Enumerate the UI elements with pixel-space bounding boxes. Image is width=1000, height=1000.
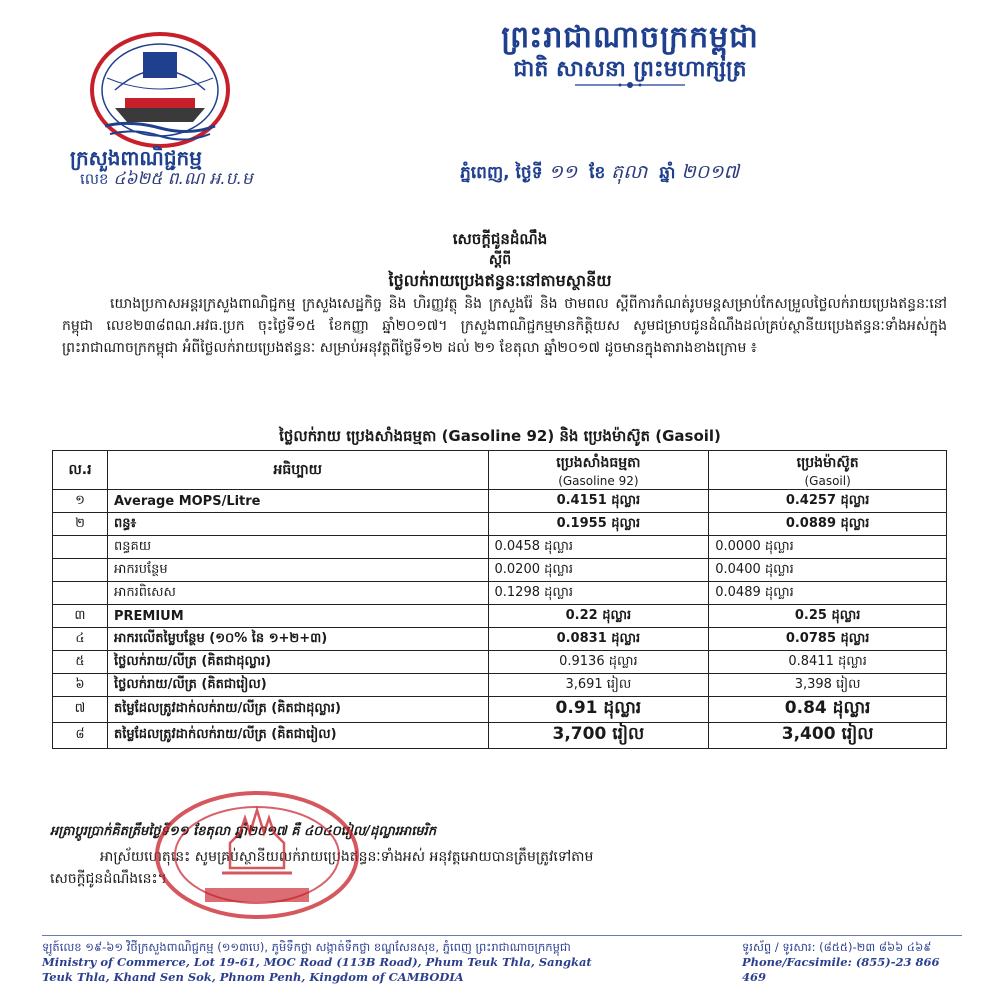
footer-address (42, 940, 682, 985)
date-year-label: ឆ្នាំ (659, 163, 676, 183)
gasoline-header-en: (Gasoline 92) (558, 473, 639, 488)
national-motto: ជាតិ សាសនា ព្រះមហាក្សត្រ (513, 56, 747, 82)
ministry-logo (85, 30, 235, 150)
notice-subject: ថ្លៃលក់រាយប្រេងឥន្ធនៈនៅតាមស្ថានីយ (388, 271, 612, 290)
table-row (53, 628, 947, 651)
ref-prefix: លេខ (80, 170, 109, 188)
row-no: ៨ (53, 723, 108, 749)
row-gasoline-value: 0.0831 ដុល្លារ (488, 628, 709, 651)
row-gasoil-value: 0.0489 ដុល្លារ (709, 582, 947, 605)
table-row (53, 651, 947, 674)
table-row (53, 605, 947, 628)
notice-body (62, 293, 947, 359)
row-no (53, 559, 108, 582)
col-header-gasoil (709, 451, 947, 490)
gasoil-header-en: (Gasoil) (804, 473, 851, 488)
date-prefix: ភ្នំពេញ, ថ្ងៃទី (460, 163, 543, 183)
footer-address-km: ឡូត៍លេខ ១៩-៦១ វិថីក្រសួងពាណិជ្ជកម្ម (១១៣បេ), ភូមិទឹកថ្លា សង្កាត់ទឹកថ្លា ខណ្ឌសែនសុខ, ភ្នំពេញ ព្រះរាជាណាចក្រកម្ពុជា (42, 940, 571, 954)
row-no: ១ (53, 490, 108, 513)
col-header-no: ល.រ (53, 451, 108, 490)
footer (42, 935, 962, 998)
footer-address-en-2: Teuk Thla, Khand Sen Sok, Phnom Penh, Kingdom of CAMBODIA (42, 970, 464, 984)
row-description: ពន្ធ៖ (107, 513, 488, 536)
table-row (53, 697, 947, 723)
row-gasoline-value: 0.1298 ដុល្លារ (488, 582, 709, 605)
date-line (460, 160, 940, 188)
table-row (53, 536, 947, 559)
official-stamp (150, 788, 365, 923)
footer-address-en-1: Ministry of Commerce, Lot 19-61, MOC Road (113B Road), Phum Teuk Thla, Sangkat (42, 955, 592, 969)
row-no (53, 536, 108, 559)
row-gasoil-value: 0.0000 ដុល្លារ (709, 536, 947, 559)
closing-line-2: សេចក្តីជូនដំណឹងនេះ។ (50, 871, 167, 887)
row-description: ពន្ធគយ (107, 536, 488, 559)
notice-subject-label: ស្តីពី (488, 252, 512, 268)
table-row (53, 582, 947, 605)
row-gasoline-value: 3,691 រៀល (488, 674, 709, 697)
footer-phone-en: Phone/Facsimile: (855)-23 866 469 (742, 955, 940, 984)
notice-body-text: យោងប្រកាសអន្តរក្រសួងពាណិជ្ជកម្ម ក្រសួងសេដ្ឋកិច្ច និង ហិរញ្ញវត្ថុ និង ក្រសួងរ៉ែ និង ថាមពល ស្តីពីការកំណត់រូបមន្តសម្រាប់កែសម្រួលថ្លៃលក់រាយប្រេងឥន្ធនៈនៅកម្ពុជា លេខ២៣៨ពណ.អវធ.ប្រក ចុះថ្ងៃទី១៥ ខែកញ្ញា ឆ្នាំ២០១៧។ ក្រសួងពាណិជ្ជកម្មមានកិត្តិយស សូមជម្រាបជូនដំណឹងដល់គ្រប់ស្ថានីយប្រេងឥន្ធនៈទាំងអស់ក្នុងព្រះរាជាណាចក្រកម្ពុជា អំពីថ្លៃលក់រាយប្រេងឥន្ធនៈ សម្រាប់អនុវត្តពីថ្ងៃទី១២ ដល់ ២១ ខែតុលា ឆ្នាំ២០១៧ ដូចមានក្នុងតារាងខាងក្រោម ៖ (62, 296, 947, 356)
row-gasoil-value: 0.0889 ដុល្លារ (709, 513, 947, 536)
row-description: អាករលើតម្លៃបន្ថែម (១០% នៃ ១+២+៣) (107, 628, 488, 651)
col-header-description: អធិប្បាយ (107, 451, 488, 490)
notice-title: សេចក្តីជូនដំណឹង (452, 230, 548, 248)
row-gasoil-value: 0.8411 ដុល្លារ (709, 651, 947, 674)
row-gasoline-value: 0.1955 ដុល្លារ (488, 513, 709, 536)
row-gasoil-value: 0.25 ដុល្លារ (709, 605, 947, 628)
date-month-label: ខែ (589, 163, 606, 183)
row-no: ៥ (53, 651, 108, 674)
row-gasoil-value: 3,398 រៀល (709, 674, 947, 697)
row-gasoline-value: 0.0458 ដុល្លារ (488, 536, 709, 559)
fuel-price-table (52, 450, 947, 749)
footer-phone-km: ទូរស័ព្ទ / ទូរសារ: (៨៥៥)-២៣ ៨៦៦ ៤៦៩ (742, 940, 932, 954)
row-no: ៣ (53, 605, 108, 628)
row-gasoline-value: 3,700 រៀល (488, 723, 709, 749)
col-header-gasoline (488, 451, 709, 490)
row-description: ថ្លៃលក់រាយ/លីត្រ (គិតជារៀល) (107, 674, 488, 697)
table-row (53, 723, 947, 749)
row-no: ២ (53, 513, 108, 536)
kingdom-heading: ព្រះរាជាណាចក្រកម្ពុជា (501, 20, 759, 55)
row-gasoline-value: 0.0200 ដុល្លារ (488, 559, 709, 582)
gasoline-header-km: ប្រេងសាំងធម្មតា (556, 454, 641, 471)
row-description: ថ្លៃលក់រាយ/លីត្រ (គិតជាដុល្លារ) (107, 651, 488, 674)
row-no: ៤ (53, 628, 108, 651)
row-gasoline-value: 0.9136 ដុល្លារ (488, 651, 709, 674)
ministry-name: ក្រសួងពាណិជ្ជកម្ម (70, 146, 202, 170)
row-no: ៦ (53, 674, 108, 697)
ornament-divider (575, 80, 685, 90)
table-caption: ថ្លៃលក់រាយ ប្រេងសាំងធម្មតា (Gasoline 92) និង ប្រេងម៉ាស៊ូត (Gasoil) (279, 427, 721, 445)
date-day: ១១ (548, 161, 578, 183)
row-gasoline-value: 0.91 ដុល្លារ (488, 697, 709, 723)
reference-number (80, 168, 340, 193)
row-description: Average MOPS/Litre (107, 490, 488, 513)
table-row (53, 674, 947, 697)
table-row (53, 559, 947, 582)
date-month: តុលា (611, 161, 648, 183)
footer-phone (742, 940, 962, 985)
table-header-row (53, 451, 947, 490)
ref-number: ៤៦២៥ ព.ណ (113, 169, 205, 189)
row-gasoil-value: 0.4257 ដុល្លារ (709, 490, 947, 513)
row-description: PREMIUM (107, 605, 488, 628)
row-gasoil-value: 0.84 ដុល្លារ (709, 697, 947, 723)
row-description: តម្លៃដែលត្រូវដាក់លក់រាយ/លីត្រ (គិតជាដុល្លារ) (107, 697, 488, 723)
ref-code: អ.ប.ម (209, 169, 253, 189)
table-row (53, 490, 947, 513)
row-no (53, 582, 108, 605)
row-gasoil-value: 0.0400 ដុល្លារ (709, 559, 947, 582)
row-gasoline-value: 0.4151 ដុល្លារ (488, 490, 709, 513)
row-gasoline-value: 0.22 ដុល្លារ (488, 605, 709, 628)
row-description: អាករបន្ថែម (107, 559, 488, 582)
closing-line-1: អាស្រ័យហេតុនេះ សូមគ្រប់ស្ថានីយលក់រាយប្រេងឥន្ធនៈទាំងអស់ អនុវត្តអោយបានត្រឹមត្រូវទៅតាម (100, 849, 594, 865)
row-gasoil-value: 3,400 រៀល (709, 723, 947, 749)
row-no: ៧ (53, 697, 108, 723)
row-description: អាករពិសេស (107, 582, 488, 605)
row-description: តម្លៃដែលត្រូវដាក់លក់រាយ/លីត្រ (គិតជារៀល) (107, 723, 488, 749)
date-year: ២០១៧ (681, 161, 740, 183)
row-gasoil-value: 0.0785 ដុល្លារ (709, 628, 947, 651)
gasoil-header-km: ប្រេងម៉ាស៊ូត (796, 454, 859, 471)
table-row (53, 513, 947, 536)
exchange-rate-note: អត្រាប្តូរប្រាក់គិតត្រឹមថ្ងៃទី១១ ខែតុលា ឆ្នាំ២០១៧ គឺ ៤០៤០រៀល/ដុល្លារអាមេរិក (50, 824, 437, 839)
